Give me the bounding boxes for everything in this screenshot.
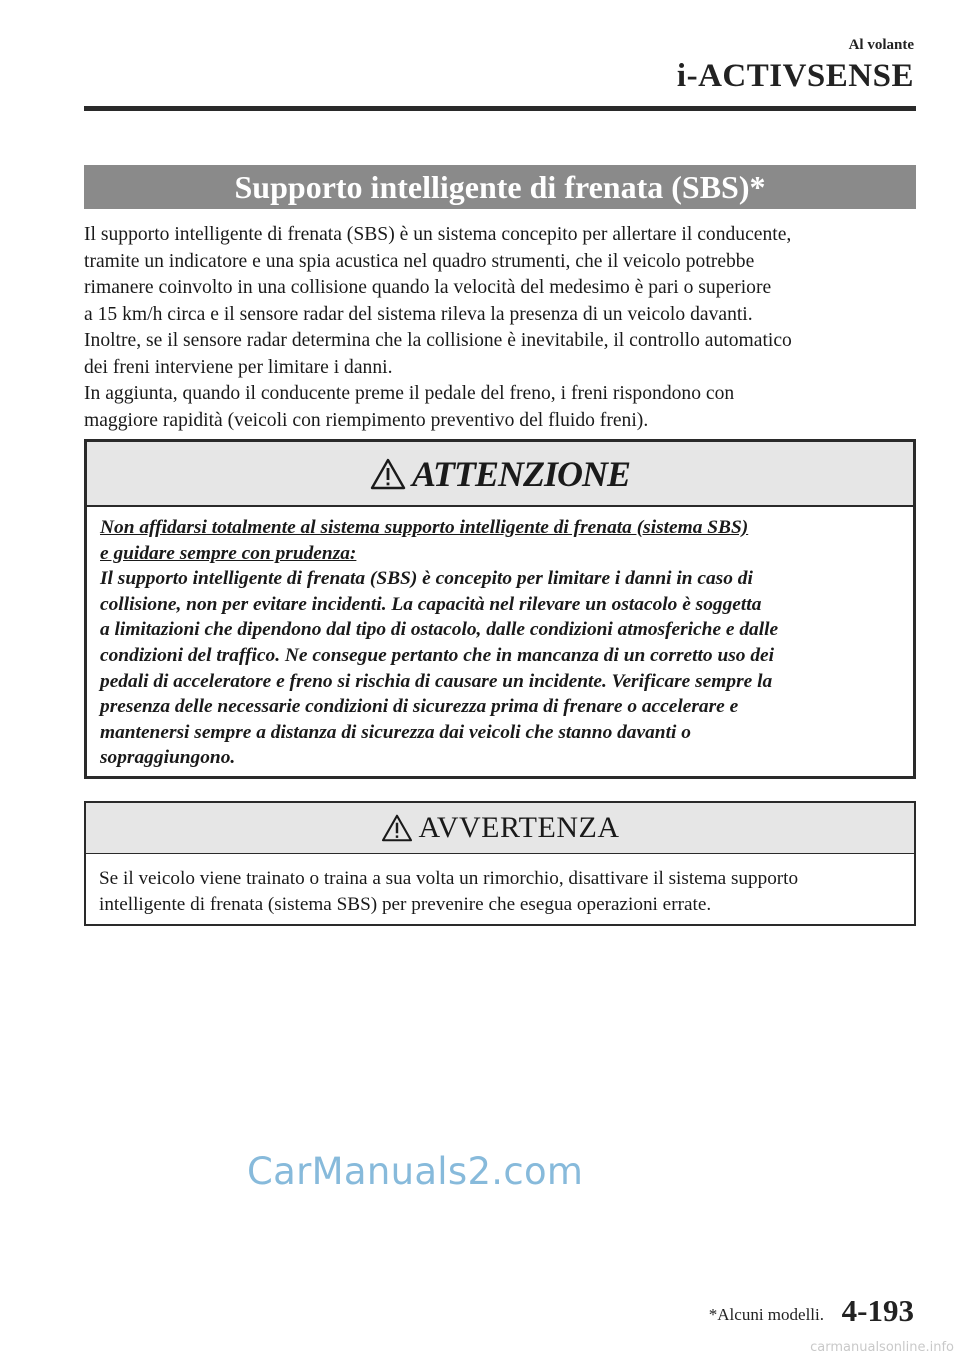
header-rule	[84, 106, 916, 111]
intro-line: a 15 km/h circa e il sensore radar del sistema rileva la presenza di un veicolo davanti.	[84, 303, 753, 325]
attention-line: condizioni del traffico. Ne consegue pertanto che in mancanza di un corretto uso dei	[100, 644, 775, 666]
attention-line: pedali di acceleratore e freno si rischia di causare un incidente. Verificare sempre la	[100, 670, 773, 692]
attention-title: ATTENZIONE	[411, 453, 631, 494]
attention-line: mantenersi sempre a distanza di sicurezza dai veicoli che stanno davanti o	[100, 721, 691, 743]
attention-line: presenza delle necessarie condizioni di sicurezza prima di frenare o accelerare e	[100, 696, 739, 718]
watermark: CarManuals2.com	[247, 1150, 584, 1193]
warning-triangle-icon	[370, 458, 406, 490]
attention-line: collisione, non per evitare incidenti. La capacità nel rilevare un ostacolo è soggetta	[100, 593, 762, 615]
intro-line: rimanere coinvolto in una collisione quando la velocità del medesimo è pari o superiore	[84, 277, 772, 298]
page-number: 4-193	[841, 1293, 914, 1328]
intro-line: Inoltre, se il sensore radar determina che la collisione è inevitabile, il controllo automatico	[84, 330, 792, 351]
attention-header	[87, 442, 913, 507]
intro-line: dei freni interviene per limitare i danni.	[84, 356, 393, 378]
footnote: *Alcuni modelli.	[708, 1305, 824, 1324]
intro-line: Il supporto intelligente di frenata (SBS) è un sistema concepito per allertare il conducente,	[84, 224, 792, 245]
attention-line: Il supporto intelligente di frenata (SBS) è concepito per limitare i danni in caso di	[100, 568, 753, 590]
attention-line: sopraggiungono.	[100, 747, 236, 769]
warning-box	[84, 801, 916, 926]
warning-body	[86, 854, 914, 918]
intro-line: tramite un indicatore e una spia acustica nel quadro strumenti, che il veicolo potrebbe	[84, 250, 755, 272]
intro-paragraph	[84, 222, 916, 434]
section-title-bar	[84, 165, 916, 209]
attention-box	[84, 439, 916, 779]
warning-line: Se il veicolo viene trainato o traina a sua volta un rimorchio, disattivare il sistema supporto	[99, 868, 799, 889]
warning-triangle-icon	[381, 814, 413, 842]
intro-line: maggiore rapidità (veicoli con riempimento preventivo del fluido freni).	[84, 409, 649, 431]
header-chapter: Al volante	[848, 37, 914, 53]
footer-watermark: carmanualsonline.info	[810, 1340, 954, 1355]
attention-body	[87, 507, 913, 771]
warning-title: AVVERTENZA	[418, 811, 620, 844]
attention-heading-line: e guidare sempre con prudenza:	[100, 542, 357, 564]
attention-line: a limitazioni che dipendono dal tipo di ostacolo, dalle condizioni atmosferiche e dalle	[100, 619, 779, 641]
warning-line: intelligente di frenata (sistema SBS) per prevenire che esegua operazioni errate.	[99, 894, 712, 915]
header-section: i-ACTIVSENSE	[676, 58, 914, 94]
warning-header	[86, 803, 914, 854]
intro-line: In aggiunta, quando il conducente preme il pedale del freno, i freni rispondono con	[84, 383, 735, 404]
attention-heading-line: Non affidarsi totalmente al sistema supporto intelligente di frenata (sistema SBS)	[100, 517, 749, 538]
section-title: Supporto intelligente di frenata (SBS)*	[234, 168, 766, 205]
